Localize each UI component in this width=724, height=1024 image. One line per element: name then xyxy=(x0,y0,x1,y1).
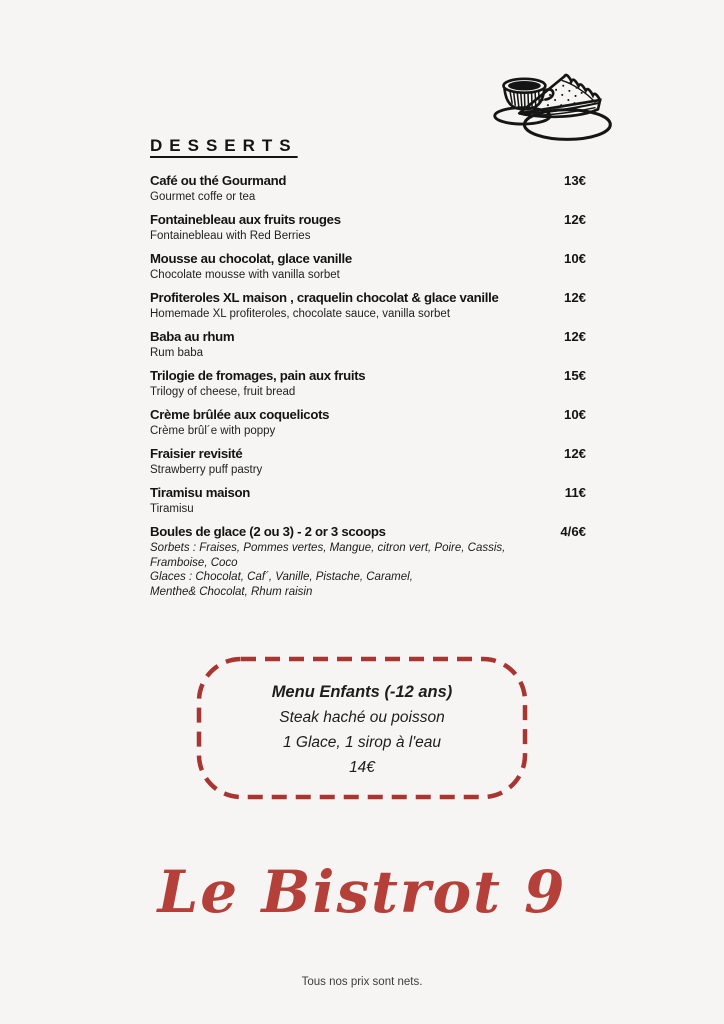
item-title: Fraisier revisité xyxy=(150,446,243,461)
item-description: Strawberry puff pastry xyxy=(150,464,263,476)
item-description xyxy=(150,541,586,599)
section-heading: DESSERTS xyxy=(150,136,298,155)
menu-item xyxy=(150,367,586,400)
item-price: 12€ xyxy=(563,290,586,305)
item-description: Rum baba xyxy=(150,347,204,359)
menu-item xyxy=(150,445,586,478)
item-title: Trilogie de fromages, pain aux fruits xyxy=(150,368,366,383)
menu-item xyxy=(150,523,586,599)
item-description: Chocolate mousse with vanilla sorbet xyxy=(150,269,340,281)
item-description: Homemade XL profiteroles, chocolate sauce, vanilla sorbet xyxy=(150,308,451,320)
kids-menu-title: Menu Enfants (-12 ans) xyxy=(271,683,453,701)
item-price: 10€ xyxy=(563,251,586,266)
item-price: 11€ xyxy=(564,485,586,500)
item-description: Gourmet coffe or tea xyxy=(150,191,256,203)
item-title: Boules de glace (2 ou 3) - 2 or 3 scoops xyxy=(150,524,386,539)
item-title: Crème brûlée aux coquelicots xyxy=(150,407,330,422)
item-description: Tiramisu xyxy=(150,503,194,515)
item-price: 10€ xyxy=(563,407,586,422)
item-title: Tiramisu maison xyxy=(150,485,251,500)
kids-menu-box xyxy=(196,656,528,800)
item-description: Fontainebleau with Red Berries xyxy=(150,230,311,242)
desserts-section xyxy=(150,136,586,605)
item-title: Fontainebleau aux fruits rouges xyxy=(150,212,341,227)
kids-menu-line: 1 Glace, 1 sirop à l'eau xyxy=(282,734,442,751)
item-title: Mousse au chocolat, glace vanille xyxy=(150,251,352,266)
item-price: 12€ xyxy=(563,446,586,461)
kids-menu-price: 14€ xyxy=(349,759,375,776)
item-price: 12€ xyxy=(563,212,586,227)
footer-note: Tous nos prix sont nets. xyxy=(301,976,423,988)
restaurant-logo: Le Bistrot 9 xyxy=(157,858,567,926)
item-price: 12€ xyxy=(563,329,586,344)
item-description: Trilogy of cheese, fruit bread xyxy=(150,386,296,398)
menu-item xyxy=(150,328,586,361)
menu-item xyxy=(150,211,586,244)
item-price: 15€ xyxy=(563,368,586,383)
item-price: 4/6€ xyxy=(560,524,586,539)
item-title: Baba au rhum xyxy=(150,329,235,344)
description-line: Framboise, Coco xyxy=(150,556,238,569)
menu-item xyxy=(150,172,586,205)
menu-item xyxy=(150,484,586,517)
description-line: Menthe& Chocolat, Rhum raisin xyxy=(150,585,313,598)
menu-item xyxy=(150,406,586,439)
item-description: Crème brûl´e with poppy xyxy=(150,425,276,437)
description-line: Sorbets : Fraises, Pommes vertes, Mangue, citron vert, Poire, Cassis, xyxy=(150,542,506,554)
item-title: Profiteroles XL maison , craquelin chocolat & glace vanille xyxy=(150,290,499,305)
coffee-and-pie-illustration xyxy=(488,52,614,144)
kids-menu-line: Steak haché ou poisson xyxy=(279,709,445,726)
menu-item xyxy=(150,250,586,283)
description-line: Glaces : Chocolat, Caf´, Vanille, Pistache, Caramel, xyxy=(150,571,413,583)
menu-item xyxy=(150,289,586,322)
item-price: 13€ xyxy=(563,173,586,188)
item-title: Café ou thé Gourmand xyxy=(150,173,287,188)
